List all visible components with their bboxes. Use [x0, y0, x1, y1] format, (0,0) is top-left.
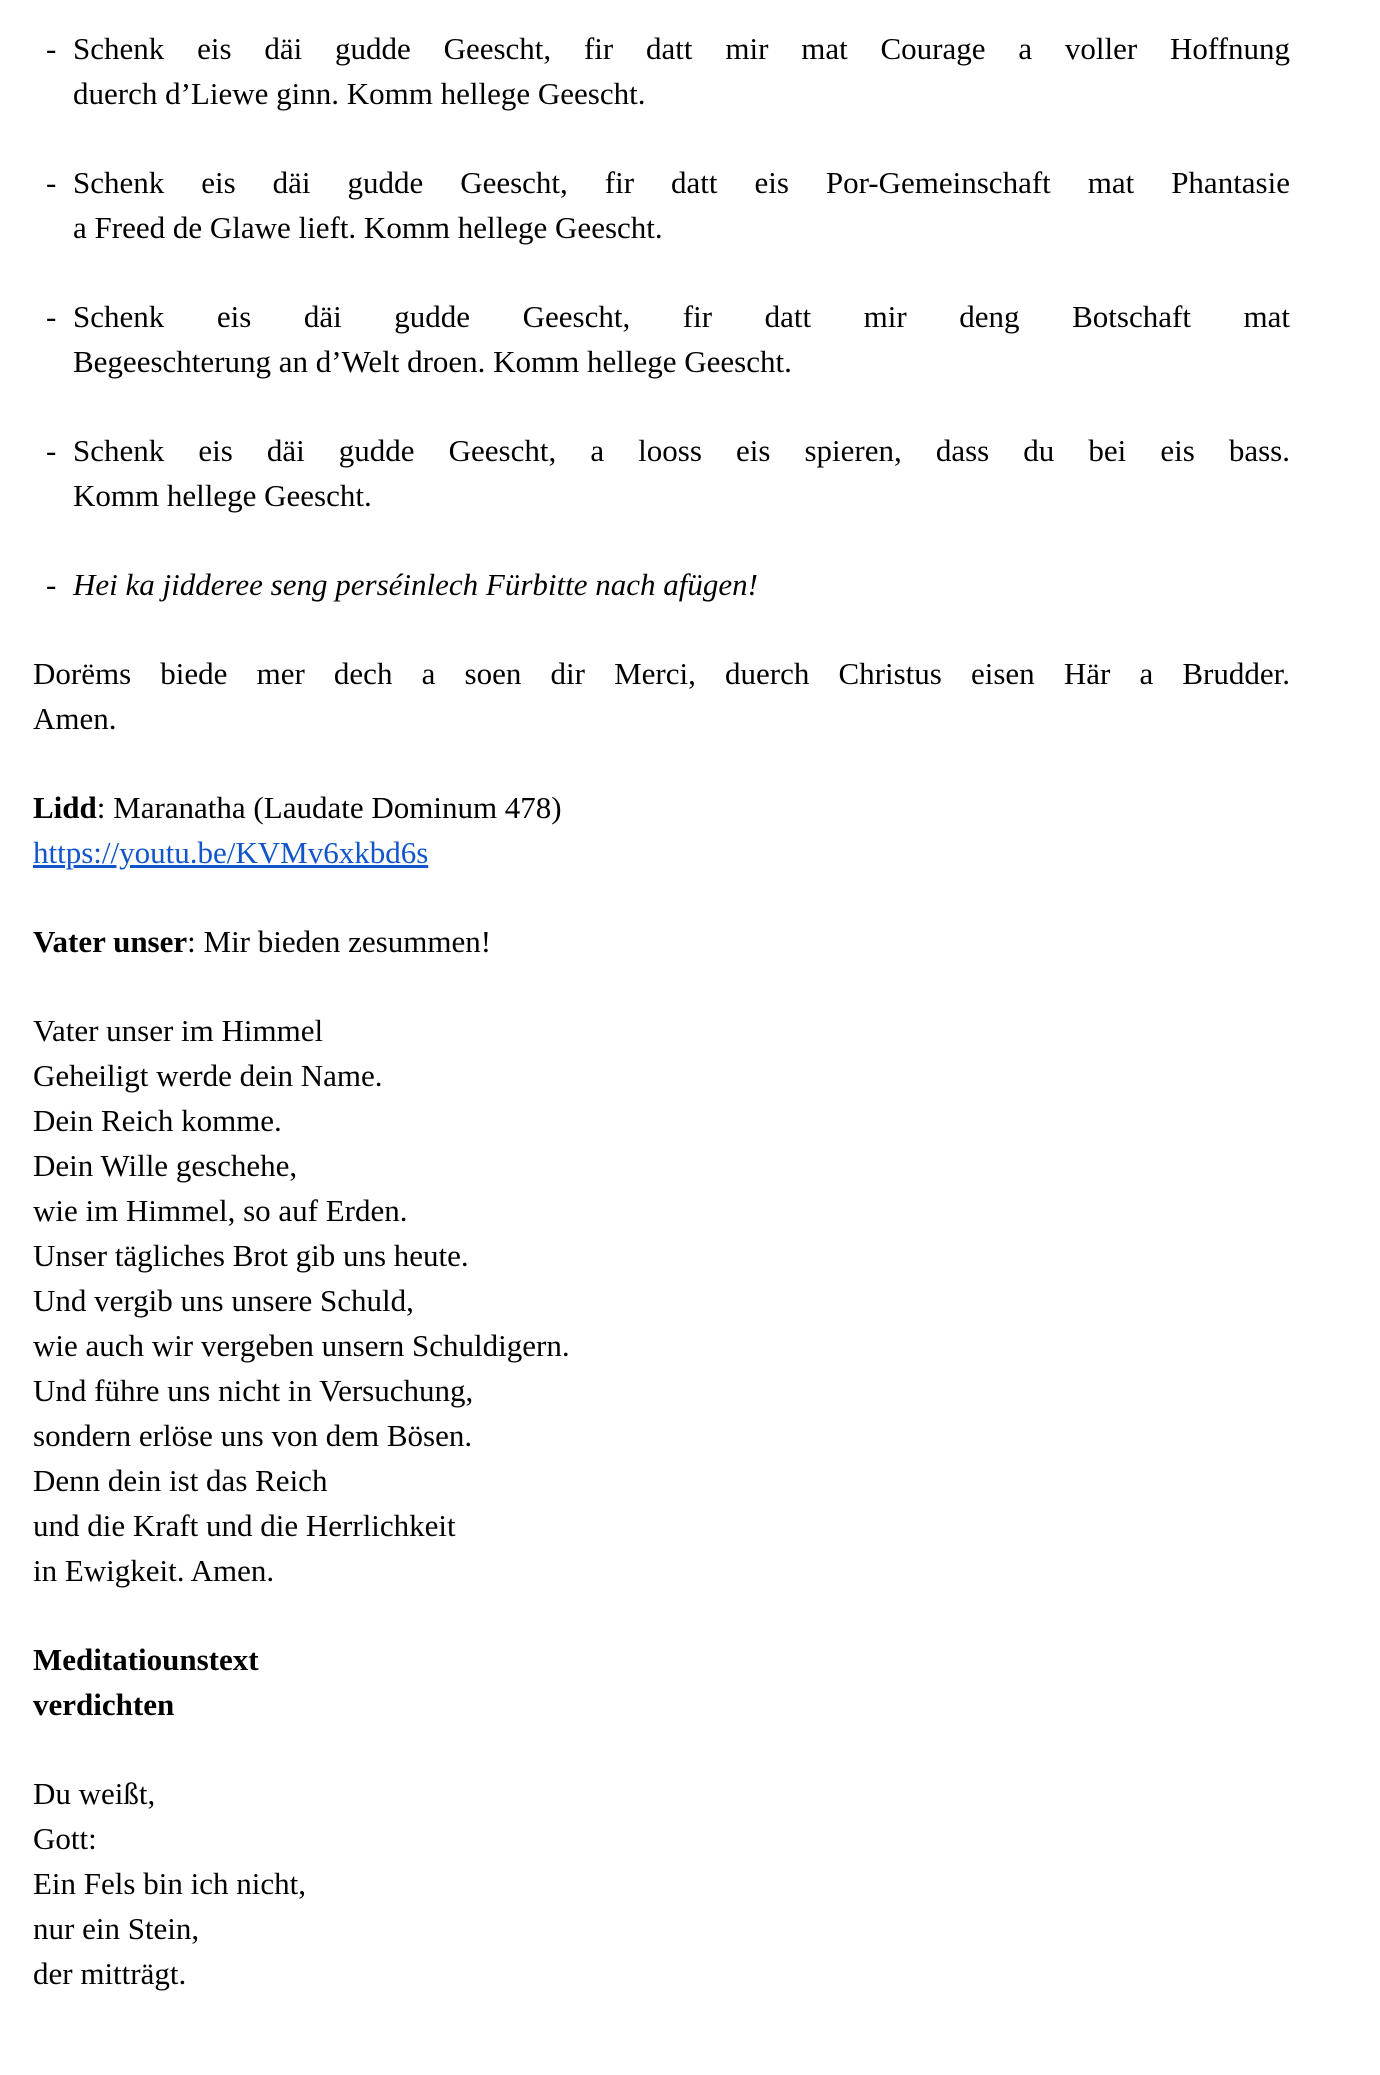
bullet-dash: - — [46, 567, 57, 602]
poem-line: Gott: — [33, 1821, 97, 1856]
meditation-heading — [33, 1637, 1290, 1727]
list-item — [33, 26, 1290, 116]
heading-line: Meditatiounstext — [33, 1642, 259, 1677]
poem-line: der mitträgt. — [33, 1956, 187, 1991]
poem-line: Ein Fels bin ich nicht, — [33, 1866, 306, 1901]
text-line: Schenk eis däi gudde Geescht, fir datt mir mat Courage a voller Hoffnung — [73, 31, 1290, 66]
prayer-line: Unser tägliches Brot gib uns heute. — [33, 1238, 469, 1273]
prayer-line: wie im Himmel, so auf Erden. — [33, 1193, 408, 1228]
poem-line: Du weißt, — [33, 1776, 156, 1811]
text-line: Begeeschterung an d’Welt droen. Komm hellege Geescht. — [73, 344, 792, 379]
text-line: Schenk eis däi gudde Geescht, a looss eis spieren, dass du bei eis bass. — [73, 433, 1290, 468]
prayer-line: und die Kraft und die Herrlichkeit — [33, 1508, 456, 1543]
text-line: Amen. — [33, 701, 117, 736]
bullet-dash: - — [46, 165, 57, 200]
text-line: Schenk eis däi gudde Geescht, fir datt mir deng Botschaft mat — [73, 299, 1290, 334]
heading-line: verdichten — [33, 1687, 175, 1722]
song-link-line — [33, 830, 1290, 875]
prayer-line: wie auch wir vergeben unsern Schuldigern. — [33, 1328, 570, 1363]
list-item — [33, 294, 1290, 384]
prayer-line: Dein Reich komme. — [33, 1103, 282, 1138]
prayer-line: Vater unser im Himmel — [33, 1013, 324, 1048]
song-label: Lidd — [33, 790, 97, 825]
prayer-line: Und vergib uns unsere Schuld, — [33, 1283, 414, 1318]
lords-prayer-instruction: : Mir bieden zesummen! — [187, 924, 492, 959]
bullet-dash: - — [46, 299, 57, 334]
text-line: Schenk eis däi gudde Geescht, fir datt eis Por-Gemeinschaft mat Phantasie — [73, 165, 1290, 200]
lords-prayer-text — [33, 1008, 1290, 1593]
song-title: : Maranatha (Laudate Dominum 478) — [96, 790, 562, 825]
prayer-line: in Ewigkeit. Amen. — [33, 1553, 275, 1588]
song-section — [33, 785, 1290, 875]
heading-line — [33, 919, 1290, 964]
prayer-line: Dein Wille geschehe, — [33, 1148, 298, 1183]
bullet-dash: - — [46, 433, 57, 468]
list-item — [33, 160, 1290, 250]
poem-line: nur ein Stein, — [33, 1911, 200, 1946]
lords-prayer-heading — [33, 919, 1290, 964]
prayer-line: Denn dein ist das Reich — [33, 1463, 328, 1498]
prayer-line: sondern erlöse uns von dem Bösen. — [33, 1418, 473, 1453]
prayer-line: Und führe uns nicht in Versuchung, — [33, 1373, 474, 1408]
text-line: a Freed de Glawe lieft. Komm hellege Geescht. — [73, 210, 663, 245]
bullet-dash: - — [46, 31, 57, 66]
song-title-line — [33, 785, 1290, 830]
intercession-list — [33, 26, 1290, 607]
prayer-line: Geheiligt werde dein Name. — [33, 1058, 383, 1093]
meditation-poem — [33, 1771, 1290, 1996]
text-line: duerch d’Liewe ginn. Komm hellege Geescht. — [73, 76, 646, 111]
text-line: Dorëms biede mer dech a soen dir Merci, duerch Christus eisen Här a Brudder. — [33, 656, 1290, 691]
lords-prayer-label: Vater unser — [33, 924, 188, 959]
closing-prayer — [33, 651, 1290, 741]
list-item — [33, 562, 1290, 607]
youtube-link[interactable]: https://youtu.be/KVMv6xkbd6s — [33, 835, 429, 870]
list-item — [33, 428, 1290, 518]
text-line: Komm hellege Geescht. — [73, 478, 372, 513]
text-line: Hei ka jidderee seng perséinlech Fürbitte nach afügen! — [73, 567, 758, 602]
